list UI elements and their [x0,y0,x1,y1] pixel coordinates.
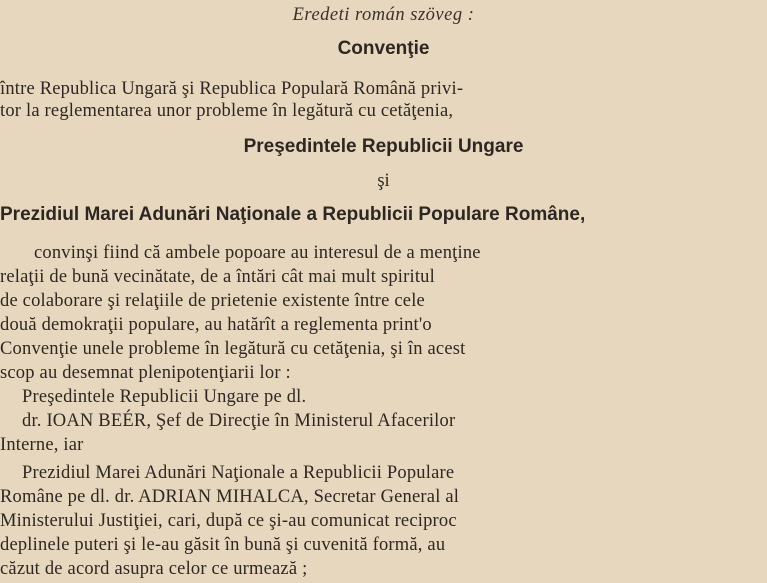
paragraph1-line-6: scop au desemnat plenipotenţiarii lor : [0,363,291,383]
conjunction: şi [377,171,390,191]
paragraph1-line-5: Convenţie unele probleme în legătură cu cetăţenia, şi în acest [0,339,466,359]
header-note: Eredeti román szöveg : [292,5,475,25]
paragraph3-line-3: Ministerului Justiţiei, cari, după ce şi-au comunicat reciproc [0,511,457,531]
subtitle-line-1: între Republica Ungară şi Republica Populară Română privi- [0,79,464,99]
paragraph2-line-3: Interne, iar [0,435,84,455]
paragraph1-line-2: relaţii de bună vecinătate, de a întări cât mai mult spiritul [0,267,435,287]
paragraph3-line-4: deplinele puteri şi le-au găsit în bună şi cuvenită formă, au [0,535,446,555]
paragraph3-line-2: Române pe dl. dr. ADRIAN MIHALCA, Secretar General al [0,487,460,507]
party-two-heading: Prezidiul Marei Adunări Naţionale a Republicii Populare Române, [0,204,586,225]
subtitle-line-2: tor la reglementarea unor probleme în legătură cu cetăţenia, [0,101,454,121]
paragraph1-line-4: două demokraţii populare, au hatărît a reglementa print'o [0,315,432,335]
paragraph1-line-3: de colaborare şi relaţiile de prietenie existente între cele [0,291,425,311]
paragraph2-line-2: dr. IOAN BEÉR, Şef de Direcţie în Ministerul Afacerilor [22,411,456,431]
paragraph1-line-1: convinşi fiind că ambele popoare au interesul de a menţine [34,243,481,263]
document-title: Convenţie [337,38,430,59]
paragraph2-line-1: Preşedintele Republicii Ungare pe dl. [22,387,307,407]
party-one-heading: Preşedintele Republicii Ungare [243,136,524,157]
paragraph3-line-5: căzut de acord asupra celor ce urmează ; [0,559,308,579]
paragraph3-line-1: Prezidiul Marei Adunări Naţionale a Republicii Populare [22,463,455,483]
